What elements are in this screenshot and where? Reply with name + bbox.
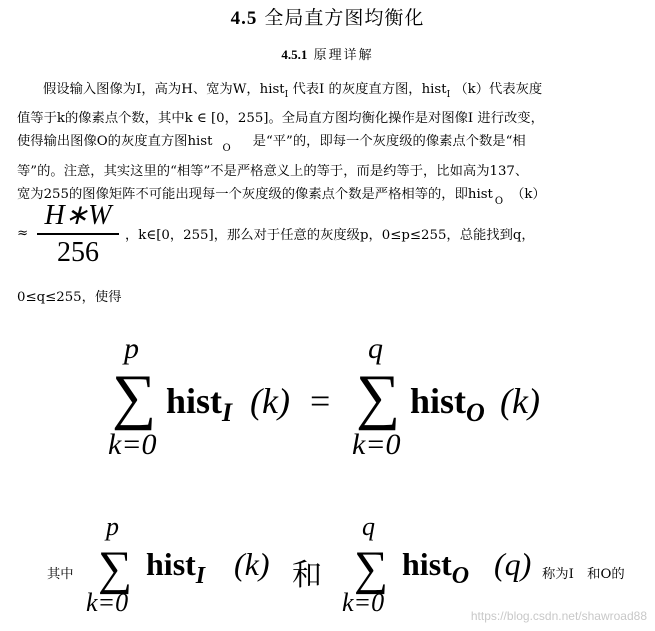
arg-2 bbox=[494, 546, 531, 583]
hist-left-text: hist bbox=[166, 381, 223, 421]
sum1-upper: p bbox=[106, 512, 119, 541]
watermark: https://blog.csdn.net/shawroad88 bbox=[470, 609, 647, 623]
subsection-title bbox=[0, 44, 655, 63]
hist-1 bbox=[146, 546, 205, 590]
arg-left bbox=[250, 380, 290, 422]
hist-2-sub: O bbox=[451, 563, 470, 589]
arg-1-text: (k) bbox=[234, 546, 270, 582]
sum-right-upper: q bbox=[368, 332, 383, 365]
sum1-lower: k=0 bbox=[86, 588, 129, 617]
paragraph-line-4: 等”的。注意，其实这里的“相等”不是严格意义上的等于，而是约等于，比如高为137、 bbox=[17, 164, 529, 179]
sigma-1: ∑ bbox=[98, 542, 133, 595]
sum2-lower: k=0 bbox=[342, 588, 385, 617]
line3-b: 是“平”的，即每一个灰度级的像素点个数是“相 bbox=[252, 134, 526, 149]
arg-2-text: (q) bbox=[494, 546, 532, 582]
arg-right bbox=[500, 380, 540, 422]
line1-c: （k）代表灰度 bbox=[454, 82, 543, 97]
sum2-upper: q bbox=[362, 512, 375, 541]
arg-left-text: (k) bbox=[250, 381, 290, 421]
section-title bbox=[0, 3, 655, 30]
main-equation bbox=[0, 330, 655, 470]
paragraph-line-1 bbox=[17, 78, 637, 107]
sigma-left: ∑ bbox=[112, 363, 157, 431]
hist-right bbox=[410, 380, 485, 428]
subsection-number: 4.5.1 bbox=[281, 47, 308, 62]
text-line-after: 0≤q≤255，使得 bbox=[17, 290, 122, 305]
hist-right-text: hist bbox=[410, 381, 467, 421]
sum-right-lower: k=0 bbox=[352, 428, 401, 461]
fraction bbox=[37, 200, 119, 269]
sigma-right: ∑ bbox=[356, 363, 401, 431]
hist-right-sub: O bbox=[466, 398, 485, 427]
line1-a: 假设输入图像为I，高为H、宽为W，hist bbox=[43, 82, 285, 97]
hist-left bbox=[166, 380, 232, 428]
line5-a: 宽为255的图像矩阵不可能出现每一个灰度级的像素点个数是严格相等的，即hist bbox=[17, 187, 493, 202]
line5-b: （k） bbox=[511, 187, 546, 202]
fraction-bar bbox=[37, 233, 119, 235]
equals-sign: = bbox=[310, 381, 331, 421]
arg-right-text: (k) bbox=[500, 381, 540, 421]
bottom-suffix: 称为I 和O的 bbox=[542, 567, 625, 582]
line1-sub2: I bbox=[446, 90, 451, 100]
hist-1-sub: I bbox=[195, 563, 206, 589]
line5-sub: O bbox=[494, 196, 504, 207]
fraction-numerator: H∗W bbox=[44, 200, 112, 231]
section-number: 4.5 bbox=[230, 8, 258, 29]
arg-1 bbox=[234, 546, 270, 583]
section-title-text: 全局直方图均衡化 bbox=[264, 7, 425, 29]
line3-a: 使得输出图像O的灰度直方图hist bbox=[17, 134, 213, 149]
fraction-line bbox=[17, 198, 637, 270]
hist-left-sub: I bbox=[222, 398, 233, 427]
hist-2-text: hist bbox=[402, 546, 452, 582]
subsection-title-text: 原理详解 bbox=[313, 48, 374, 63]
bottom-prefix: 其中 bbox=[47, 567, 74, 582]
sum-left-upper: p bbox=[124, 332, 139, 365]
sum-left-lower: k=0 bbox=[108, 428, 157, 461]
approx-sign: ≈ bbox=[17, 226, 29, 241]
fraction-denominator: 256 bbox=[57, 237, 99, 268]
body-paragraph bbox=[17, 78, 637, 213]
line1-b: 代表I 的灰度直方图，hist bbox=[292, 82, 447, 97]
sigma-2: ∑ bbox=[354, 542, 389, 595]
hist-1-text: hist bbox=[146, 546, 196, 582]
and-text: 和 bbox=[292, 558, 322, 593]
line3-sub: O bbox=[222, 143, 231, 154]
line1-sub: I bbox=[284, 90, 289, 100]
paragraph-line-2: 值等于k的像素点个数，其中k ∈ [0，255]。全局直方图均衡化操作是对图像I 进行改变， bbox=[17, 111, 544, 126]
paragraph-line-3 bbox=[17, 130, 637, 160]
hist-2 bbox=[402, 546, 469, 590]
fraction-tail-text: ，k∈[0，255]，那么对于任意的灰度级p，0≤p≤255，总能找到q， bbox=[125, 228, 535, 243]
